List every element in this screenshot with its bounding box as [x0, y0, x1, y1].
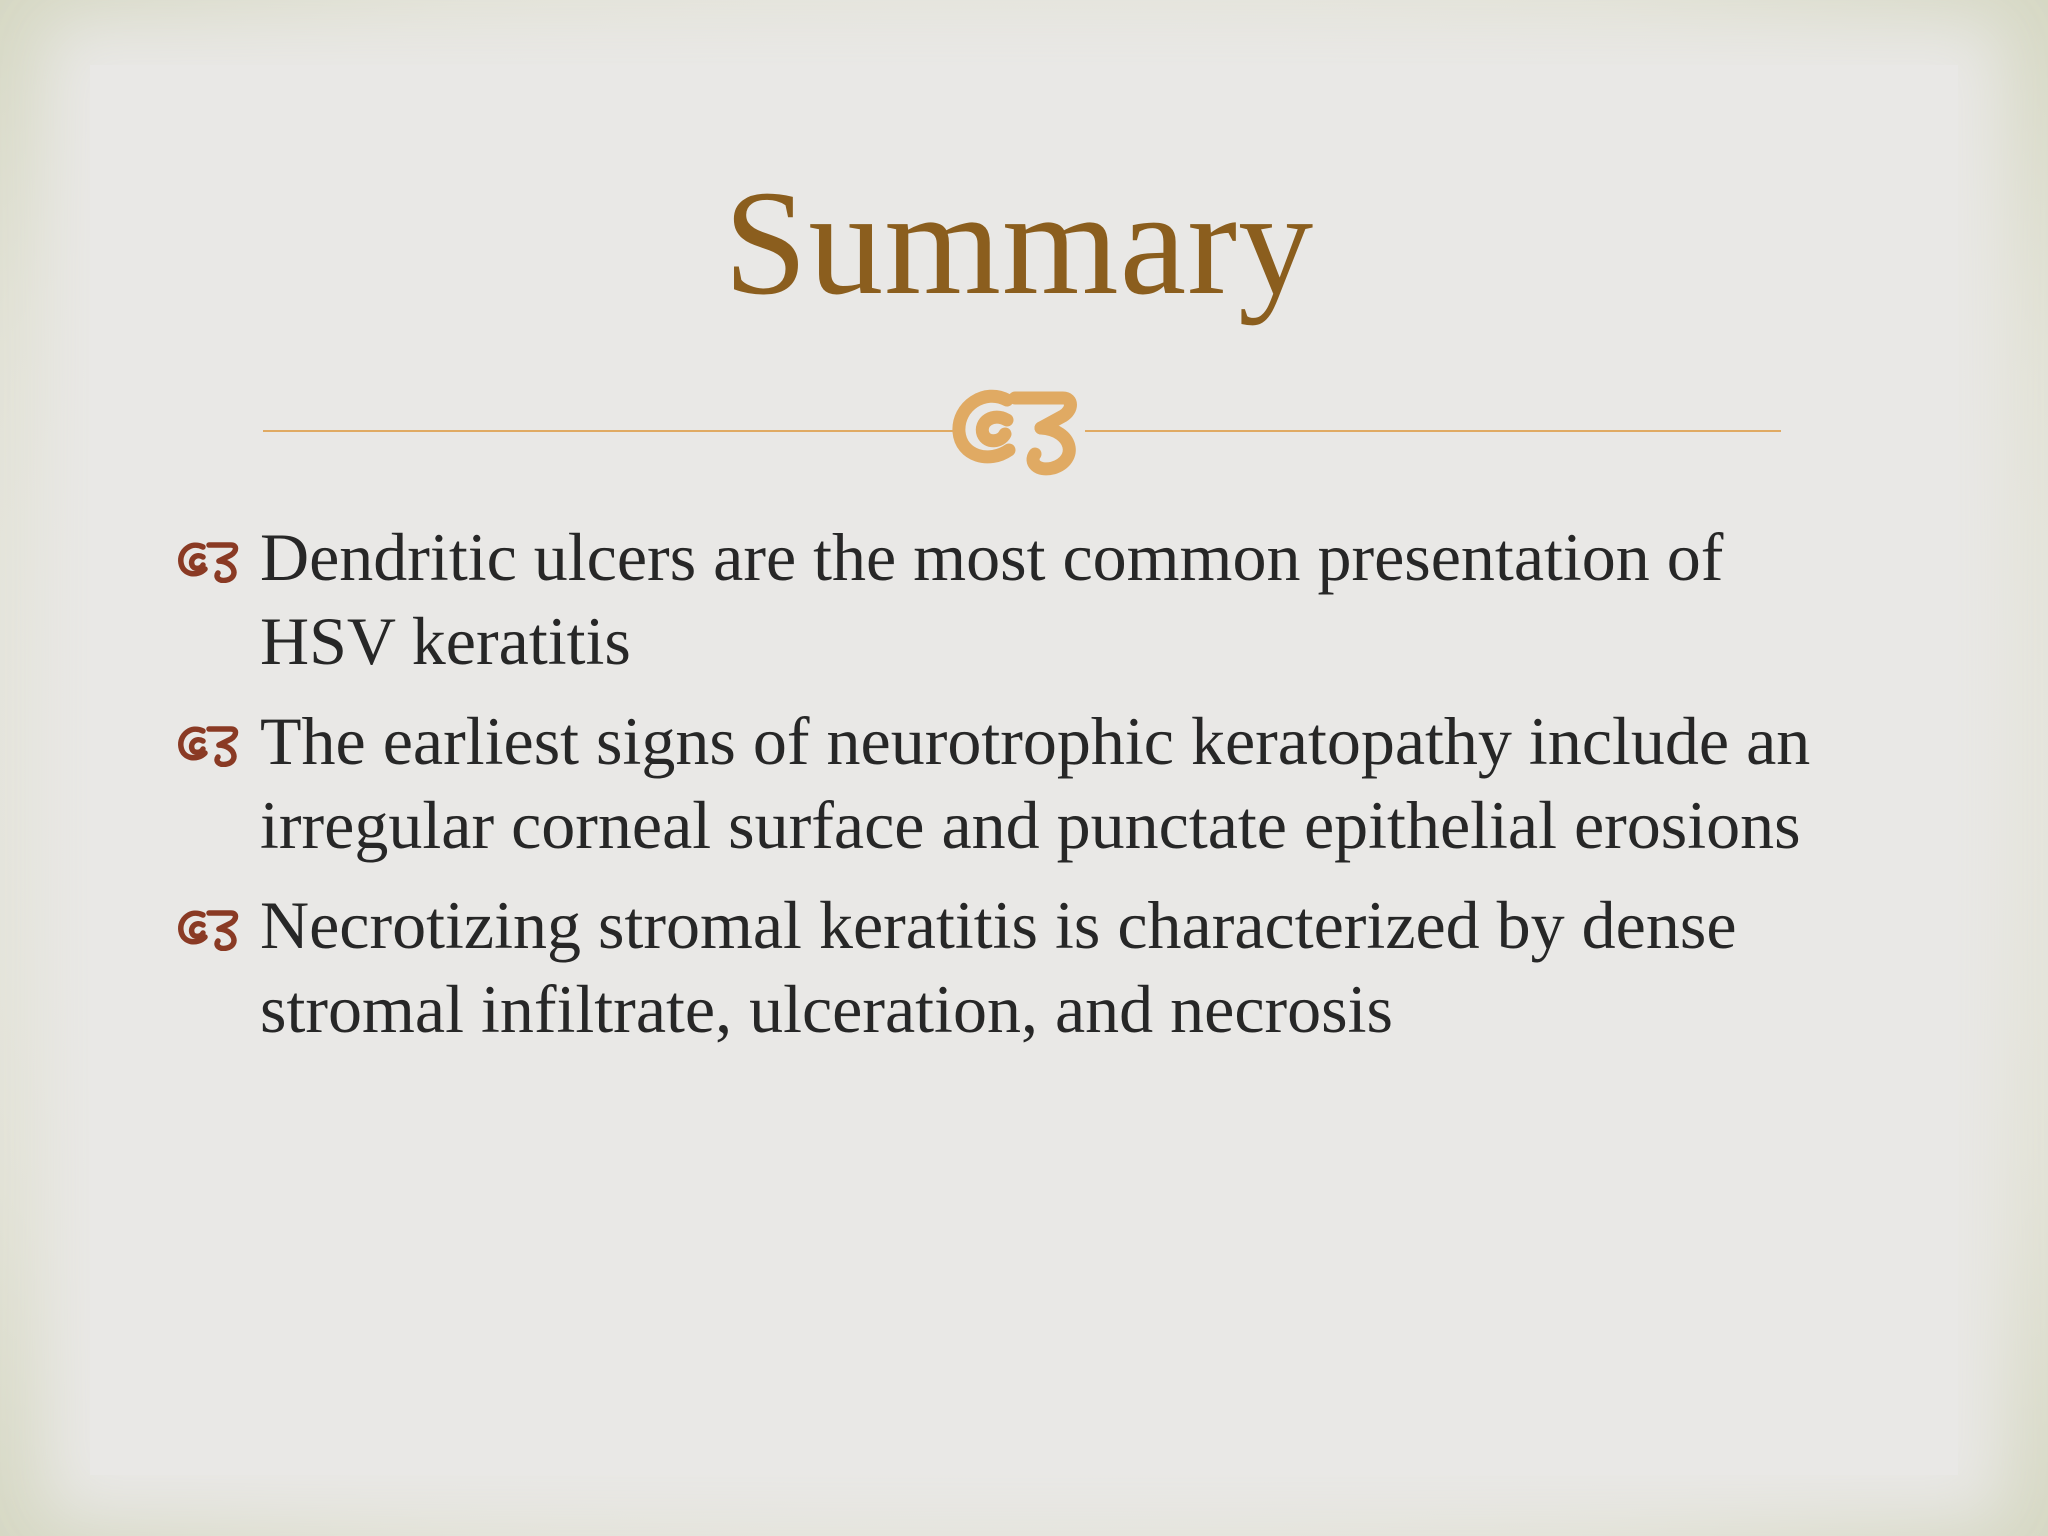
flourish-bullet-icon	[175, 719, 243, 767]
bullet-text: Necrotizing stromal keratitis is characterized by dense stromal infiltrate, ulceration, and necrosis	[260, 887, 1737, 1047]
bullet-text: The earliest signs of neurotrophic keratopathy include an irregular corneal surface and punctate epithelial erosions	[260, 703, 1811, 863]
title-divider-left	[263, 430, 963, 432]
title-divider-right	[1085, 430, 1781, 432]
ornament-flourish-icon	[945, 378, 1095, 478]
bullet-item	[175, 883, 1875, 1051]
flourish-bullet-icon	[175, 903, 243, 951]
bullet-list	[175, 515, 1875, 1051]
bullet-text: Dendritic ulcers are the most common presentation of HSV keratitis	[260, 519, 1724, 679]
bullet-item	[175, 699, 1875, 867]
slide-title: Summary	[723, 160, 1315, 326]
flourish-bullet-icon	[175, 535, 243, 583]
bullet-item	[175, 515, 1875, 683]
